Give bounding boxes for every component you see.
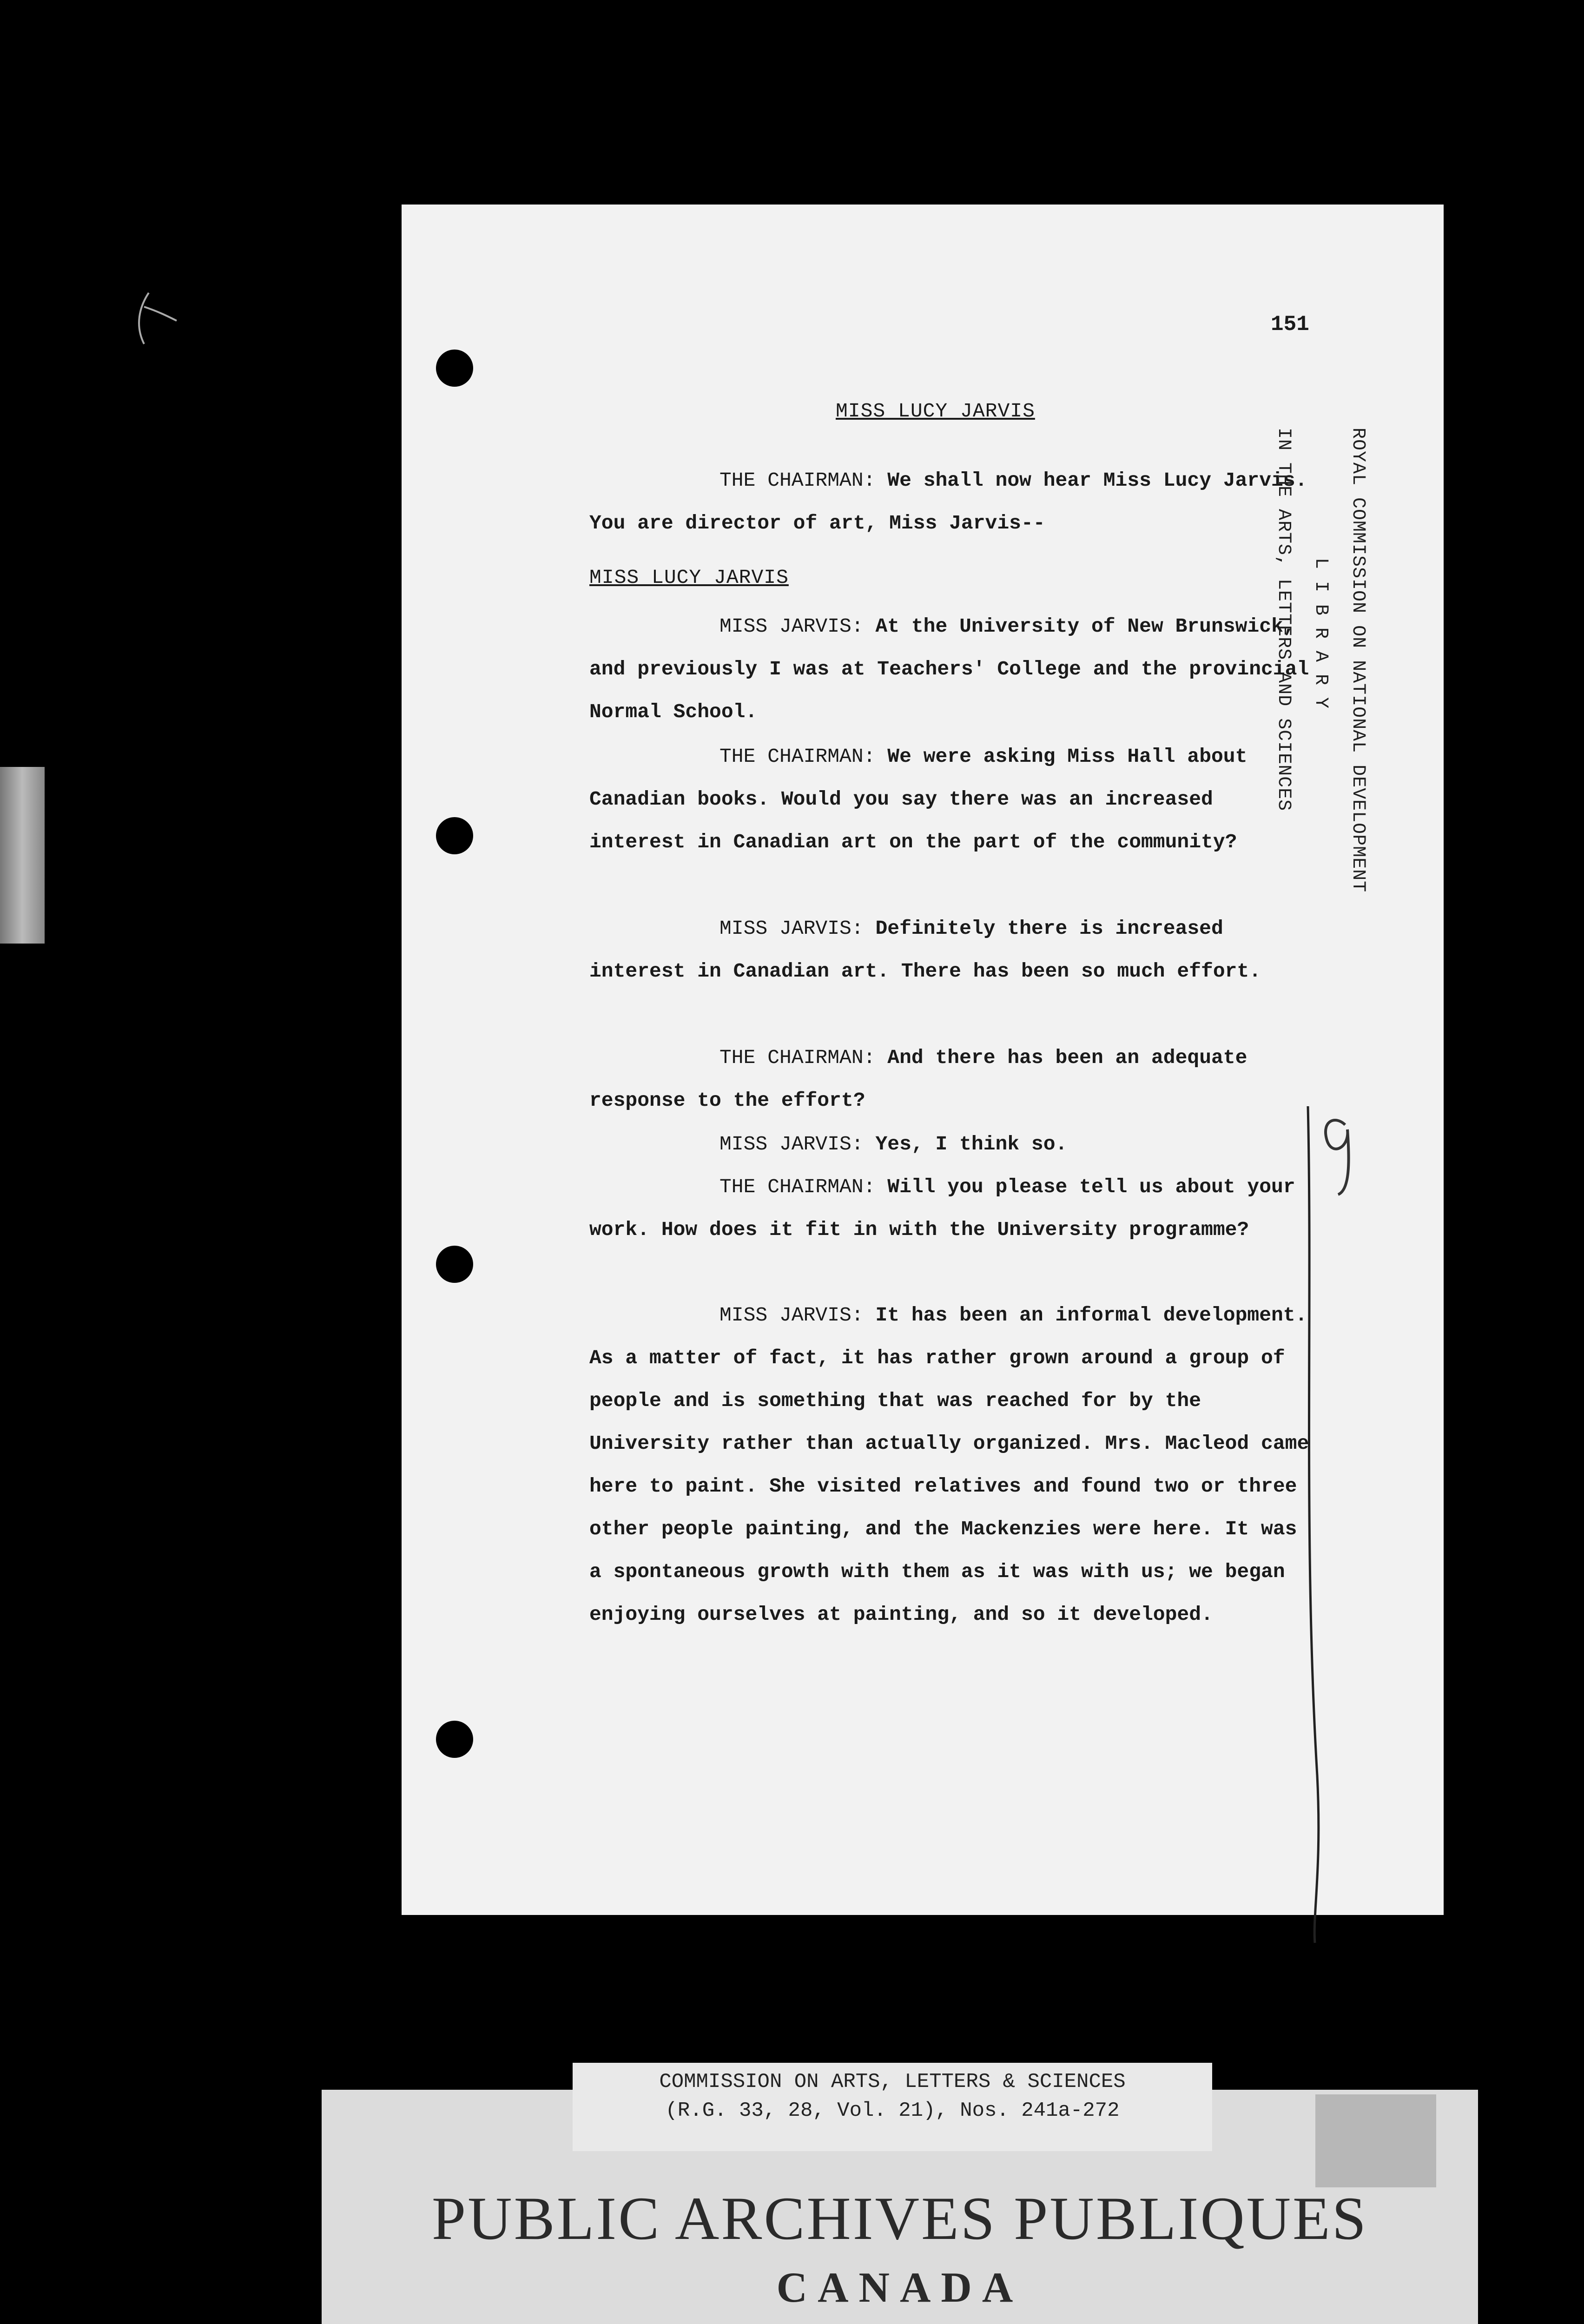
pencil-margin-annotation [1294,1078,1368,1961]
archive-label-line-2: (R.G. 33, 28, Vol. 21), Nos. 241a-272 [665,2099,1120,2122]
paragraph-text: Will you please tell us about your work. How does it fit in with the University programme? [589,1175,1295,1241]
speaker-heading: MISS LUCY JARVIS [589,566,789,589]
punch-hole-top [436,350,473,387]
paragraph-text: It has been an informal development. As a matter of fact, it has rather grown around a group of people and is something that was reached for by the University rather than actually organized. Mrs. Macleod came here to paint. She visited relatives and found two or three other people painting, and the Mackenzies were here. It was a spontaneous growth with them as it was with us; we began enjoying ourselves at painting, and so it developed. [589,1304,1309,1626]
paragraph-text: And there has been an adequate response to the effort? [589,1046,1247,1112]
page-number: 151 [1271,312,1309,337]
archive-subtitle: CANADA [776,2264,1023,2311]
speaker-label: MISS JARVIS: [719,615,864,638]
paragraph-6 [589,1123,1314,1166]
document-page [402,205,1444,1915]
paragraph-8 [589,1294,1314,1636]
speaker-label: THE CHAIRMAN: [719,1046,876,1069]
paragraph-text: At the University of New Brunswick, and previously I was at Teachers' College and the provincial Normal School. [589,615,1309,723]
paragraph-4 [589,907,1314,993]
paragraph-text: We were asking Miss Hall about Canadian books. Would you say there was an increased interest in Canadian art on the part of the community? [589,745,1247,853]
paragraph-1 [589,459,1314,545]
film-edge-strip [0,767,45,944]
library-stamp-line-3: IN THE ARTS, LETTERS AND SCIENCES [1273,428,1294,812]
speaker-label: THE CHAIRMAN: [719,745,876,768]
archive-label-line-1: COMMISSION ON ARTS, LETTERS & SCIENCES [659,2070,1126,2093]
speaker-label: THE CHAIRMAN: [719,1175,876,1198]
paragraph-text: Yes, I think so. [875,1133,1068,1155]
library-stamp-line-1: ROYAL COMMISSION ON NATIONAL DEVELOPMENT [1347,428,1368,893]
paragraph-text: We shall now hear Miss Lucy Jarvis. You are director of art, Miss Jarvis-- [589,469,1307,535]
paragraph-text: Definitely there is increased interest in Canadian art. There has been so much effort. [589,917,1261,983]
punch-hole-lower-middle [436,1246,473,1283]
page-title: MISS LUCY JARVIS [836,400,1035,423]
paragraph-7 [589,1166,1314,1251]
film-scratch-mark [130,288,186,372]
archive-title: PUBLIC ARCHIVES PUBLIQUES [431,2184,1368,2252]
tape-strip [1315,2094,1436,2187]
speaker-label: THE CHAIRMAN: [719,469,876,492]
paragraph-2 [589,605,1314,733]
speaker-label: MISS JARVIS: [719,1133,864,1155]
archive-reference-label [573,2063,1212,2151]
punch-hole-upper-middle [436,817,473,854]
paragraph-3 [589,735,1314,864]
library-stamp-line-2: LIBRARY [1310,558,1331,721]
paragraph-5 [589,1037,1314,1122]
punch-hole-bottom [436,1721,473,1758]
speaker-label: MISS JARVIS: [719,917,864,940]
speaker-label: MISS JARVIS: [719,1304,864,1327]
